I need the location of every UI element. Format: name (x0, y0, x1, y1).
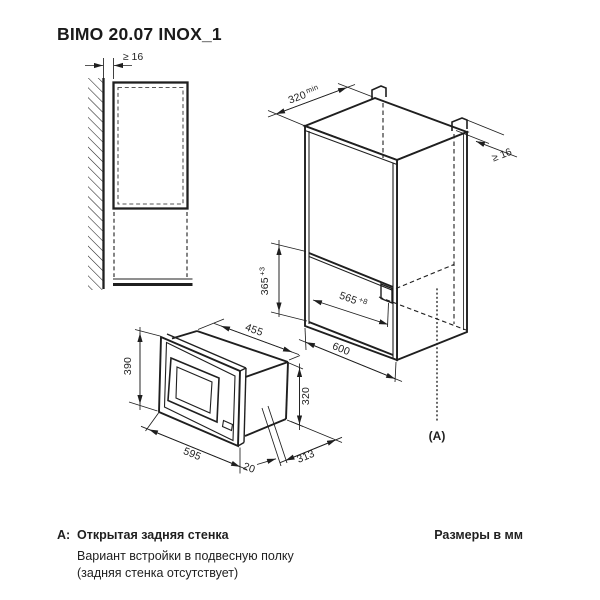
dim-ext-line (268, 111, 304, 126)
dim-wall-gap: ≥ 16 (122, 51, 144, 63)
dim-arrow (257, 459, 276, 465)
units-note: Размеры в мм (434, 528, 523, 542)
note-key: А: (57, 528, 71, 542)
dim-ext-line (271, 243, 306, 252)
dim-ext-line (305, 328, 306, 350)
dim-ext-line (291, 422, 342, 443)
footer-notes (57, 528, 523, 580)
dim-rear-gap: ≥ 16 (490, 145, 514, 165)
dim-niche-depth: $320^{min}$ (286, 82, 320, 107)
left-hanger-tab (372, 86, 386, 99)
microwave-3d-view (122, 319, 342, 476)
dim-body-height: 320 (300, 386, 312, 406)
dim-ext-line (198, 319, 224, 330)
dim-body-depth: 313 (295, 447, 317, 466)
oven-side-hidden-outline (118, 88, 183, 205)
cabinet-right-face (397, 132, 467, 360)
body-bottom-right-edge (245, 419, 286, 436)
wall-hatch (88, 78, 103, 290)
dim-facade-width: 595 (181, 445, 203, 464)
note-heading: Открытая задняя стенка (77, 528, 229, 542)
facade-outline (159, 337, 240, 446)
dim-facade-height: 390 (122, 356, 134, 376)
dim-niche-height: $365^{+3}$ (257, 266, 271, 296)
dim-ext-line (271, 312, 307, 321)
body-back-right-edge (286, 362, 288, 419)
oven-side-outline (114, 83, 188, 209)
open-back-label: (A) (428, 429, 446, 443)
dim-ext-line (289, 363, 303, 369)
cabinet-3d-view (258, 82, 518, 443)
body-top-right-edge (246, 362, 289, 377)
dim-ext-line (129, 402, 158, 411)
dim-facade-depth: 20 (241, 460, 257, 476)
dim-ext-line (467, 120, 504, 135)
dim-niche-width: $565^{+8}$ (337, 289, 370, 308)
note-line2: (задняя стенка отсутствует) (77, 566, 239, 580)
dim-ext-line (289, 356, 300, 361)
dim-ext-line (146, 413, 159, 431)
facade-slab-right-edge (244, 368, 246, 443)
dim-body-width: 455 (243, 321, 265, 339)
dim-cabinet-width: 600 (330, 340, 352, 359)
page-title: BIMO 20.07 INOX_1 (57, 24, 222, 44)
note-line1: Вариант встройки в подвесную полку (77, 549, 294, 563)
dim-ext-line (338, 84, 373, 98)
dim-ext-line (135, 330, 160, 337)
side-view (85, 51, 193, 290)
